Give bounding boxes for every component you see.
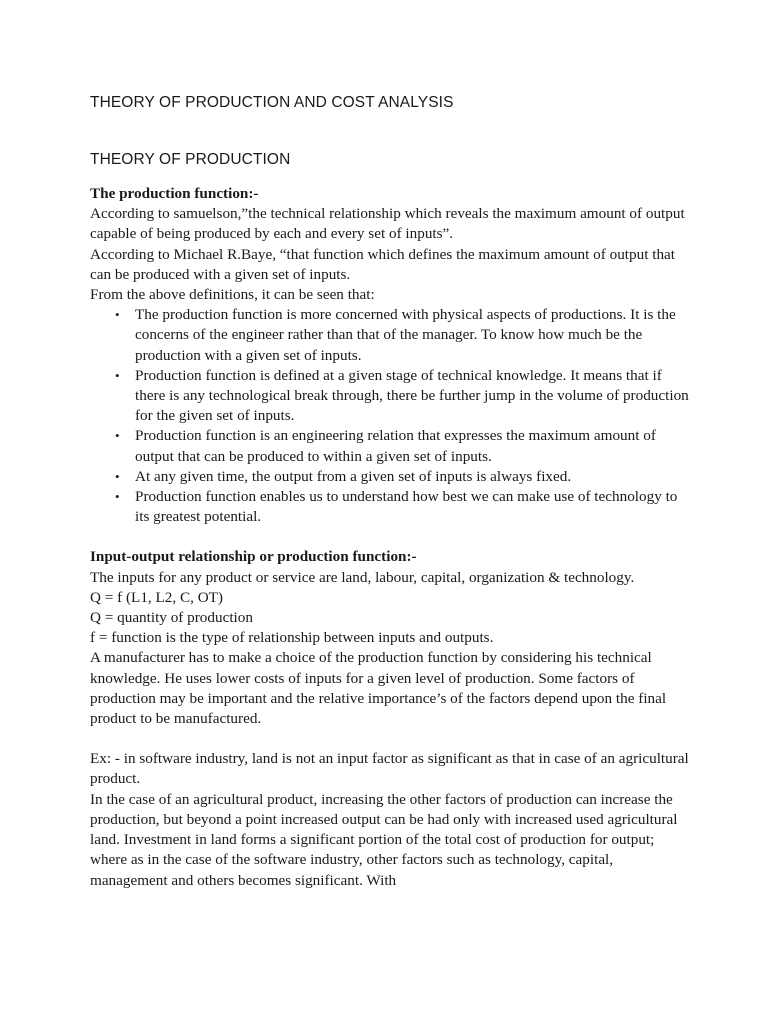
bullet-list bbox=[90, 305, 690, 527]
example-paragraph: Ex: - in software industry, land is not an input factor as significant as that in case of an agricultural product. bbox=[90, 750, 689, 788]
paragraph: From the above definitions, it can be seen that: bbox=[90, 286, 375, 304]
section-production-function bbox=[90, 184, 690, 527]
bullet-icon: • bbox=[115, 307, 120, 323]
list-item bbox=[115, 366, 690, 427]
formula-line: Q = f (L1, L2, C, OT) bbox=[90, 588, 223, 606]
bullet-icon: • bbox=[115, 428, 120, 444]
list-item bbox=[115, 467, 690, 487]
list-item-text: The production function is more concerned with physical aspects of productions. It is the concerns of the engineer rather than that of the manager. To know how much be the production with a given set of inputs. bbox=[135, 306, 676, 364]
section-heading: Input-output relationship or production function:- bbox=[90, 548, 417, 566]
paragraph: A manufacturer has to make a choice of the production function by considering his technical knowledge. He uses lower costs of inputs for a given level of production. Some factors of production may be important and the relative importance’s of the factors depend upon the final product to be manufactured. bbox=[90, 649, 667, 728]
bullet-icon: • bbox=[115, 468, 120, 484]
definition-line: f = function is the type of relationship between inputs and outputs. bbox=[90, 629, 494, 647]
paragraph: According to samuelson,”the technical relationship which reveals the maximum amount of output capable of being produced by each and every set of inputs”. bbox=[90, 205, 685, 243]
bullet-icon: • bbox=[115, 489, 120, 505]
document-body bbox=[90, 93, 690, 891]
section-heading: The production function:- bbox=[90, 185, 259, 202]
list-item bbox=[115, 305, 690, 366]
bullet-icon: • bbox=[115, 367, 120, 383]
paragraph: According to Michael R.Baye, “that function which defines the maximum amount of output that can be produced with a given set of inputs. bbox=[90, 245, 676, 283]
list-item bbox=[115, 426, 690, 466]
list-item bbox=[115, 487, 690, 527]
paragraph: The inputs for any product or service are land, labour, capital, organization & technology. bbox=[90, 568, 635, 586]
document-subtitle: THEORY OF PRODUCTION bbox=[90, 151, 291, 168]
paragraph: In the case of an agricultural product, increasing the other factors of production can increase the production, but beyond a point increased output can be had only with increased used agricultural land. Investment in land forms a significant portion of the total cost of production for output; where as in the case of the software industry, other factors such as technology, capital, management and others becomes significant. With bbox=[90, 790, 678, 889]
section-input-output bbox=[90, 547, 690, 890]
list-item-text: Production function is defined at a given stage of technical knowledge. It means that if there is any technological break through, there be further jump in the volume of production for the given set of inputs. bbox=[135, 366, 689, 425]
document-title: THEORY OF PRODUCTION AND COST ANALYSIS bbox=[90, 94, 454, 111]
list-item-text: Production function is an engineering relation that expresses the maximum amount of output that can be produced to within a given set of inputs. bbox=[135, 427, 656, 465]
list-item-text: Production function enables us to understand how best we can make use of technology to its greatest potential. bbox=[135, 488, 678, 526]
definition-line: Q = quantity of production bbox=[90, 609, 253, 627]
list-item-text: At any given time, the output from a given set of inputs is always fixed. bbox=[135, 467, 572, 485]
